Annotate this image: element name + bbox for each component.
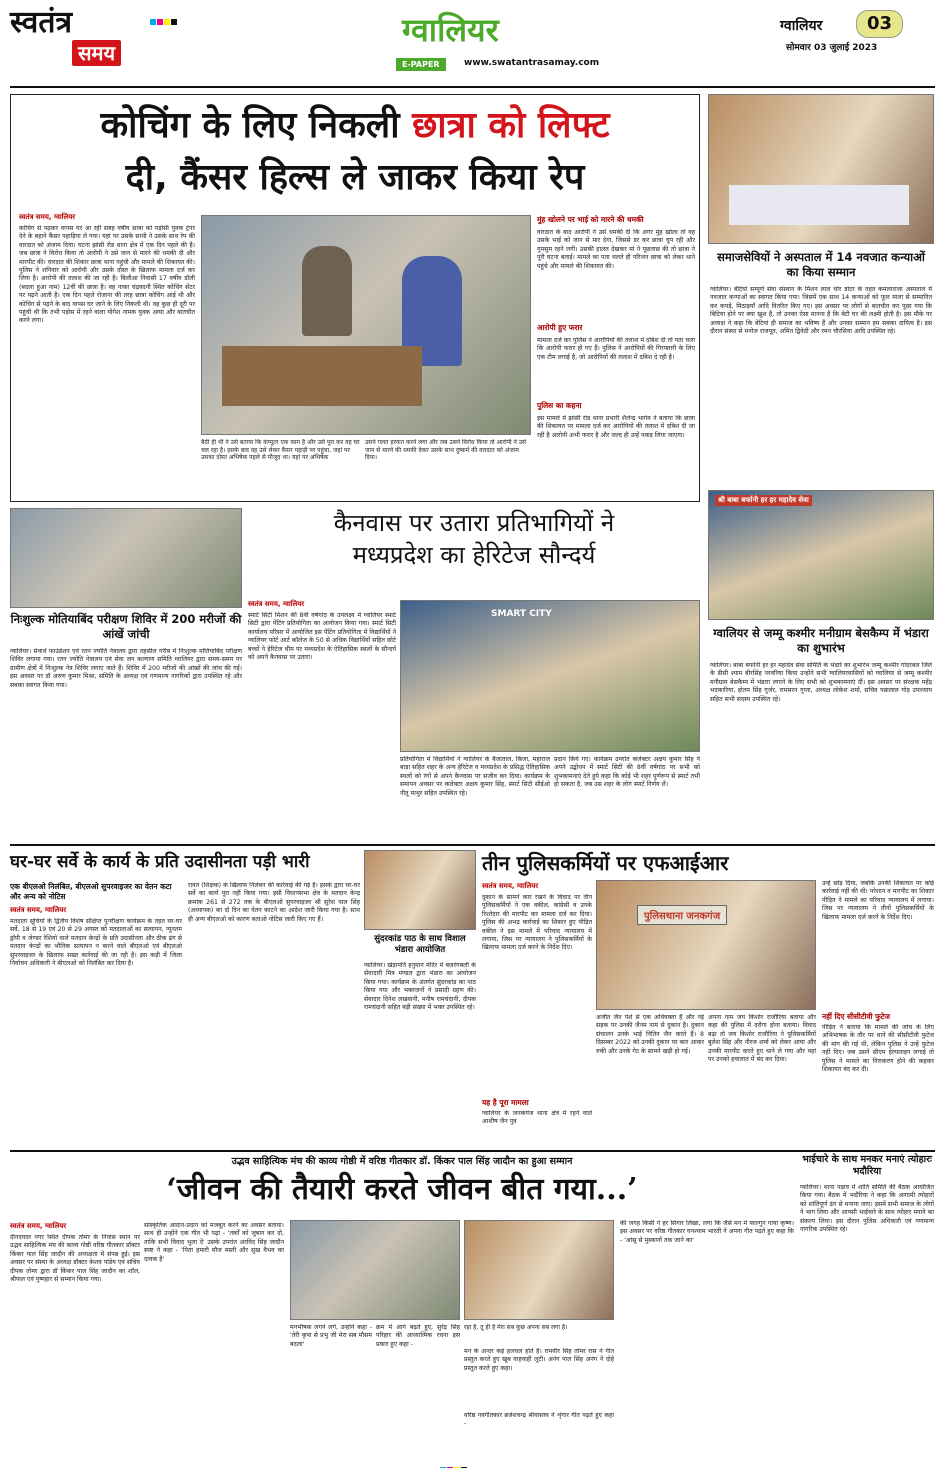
sundarkand-story (364, 850, 476, 1146)
lead-headline-pre: कोचिंग के लिए निकली (100, 105, 413, 146)
festival-headline: भाईचारे के साथ मनकर मनाएं त्योहारः भदौरिया (802, 1154, 932, 1177)
lead-headline-red: छात्रा को लिफ्ट (412, 105, 610, 146)
lead-byline: स्वतंत्र समय, ग्वालियर (19, 213, 76, 221)
city-title: ग्वालियर (402, 11, 499, 49)
police-photo (596, 880, 816, 1010)
police-col2: अजीत जैन पेशे से एक अधिवक्ता हैं और नई सड़क पर उनकी जैनम नाम से दुकान है। दुकान संचालन उनके भाई नितिन जैन करते हैं। 8 दिसम्बर 2022 को उनकी दुकान पर कार आकर रुकी और उनके गेट के सामने खड़ी हो गई। (596, 1014, 704, 1055)
right1-photo (708, 94, 934, 244)
poetry-col1: दीनदयाल नगर स्थित दीपक तोमर के निवास स्थान पर उद्भव साहित्यिक मंच की काव्य गोष्ठी वरिष्ठ गीतकार डॉक्टर किंकर पाल सिंह जादौन की अध्यक्षता में संपन्न हुई। इस अवसर पर संस्था के अध्यक्ष डॉक्टर केशव पांडेय एवं सचिव दीपक तोमर द्वारा डॉ किंकर पाल सिंह जादौन का शॉल, श्रीफल एवं पुष्पहार से सम्मान किया गया। (10, 1234, 140, 1284)
lead-photo-caption-1: बैठी ही थीं ने उसे बताया कि कंप्यूटर एक काम है और उसे पूरा कर वह घर चल रहा है। इसके बाद वह उसे लेकर कैंसर पहाड़ी पर पहुंचा, जहां पर उसका दोस्त अभिषेक पहले से मौजूद था। यहां पर अभिषेक (201, 439, 360, 462)
survey-story (10, 850, 360, 1146)
right1-headline: समाजसेवियों ने अस्पताल में 14 नवजात कन्याओं का किया सम्मान (717, 250, 925, 279)
poetry-photo-1 (290, 1220, 460, 1320)
poetry-photo-caption: रहा है, तू ही है मेरा सब कुछ अपना सब लगा है। (464, 1324, 568, 1331)
lead-side-text1: वारदात के बाद आरोपी ने उसे धमकी दी कि अगर मुंह खोला तो वह उसके भाई को जान से मार देगा, जिससे डर कर छात्रा चुप रही और गुमसुम रहने लगी। उसकी हालत देखकर मां ने पूछताछ की तो छात्रा ने पूरी घटना बताई। मामले का पता चलते ही परिजन छात्रा को लेकर थाने पहुंचे और मामले की शिकायत की। (537, 229, 695, 270)
sundarkand-photo (364, 850, 476, 930)
photo-figure-officer (302, 246, 352, 336)
lead-story (10, 94, 700, 502)
right2-banner: श्री बाबा बर्फानी हर हर महादेव सेवा (715, 495, 812, 506)
lead-photo (201, 215, 531, 435)
poetry-story (10, 1154, 794, 1454)
photo-banner-text: SMART CITY (491, 609, 552, 619)
issue-date: सोमवार 03 जुलाई 2023 (786, 43, 878, 53)
canvas-col1: स्मार्ट सिटी मिशन की 8वीं वर्षगांठ के उपलक्ष्य में ग्वालियर स्मार्ट सिटी द्वारा पेंटिंग प्रतियोगिता का आयोजन किया गया। स्मार्ट सिटी कार्यालय परिसर में आयोजित इस पेंटिंग प्रतियोगिता में विद्यार्थियों ने ग्वालियर फोर्ट आर्ट कॉलेज के 50 से अधिक विद्यार्थियों सहित छोटे बच्चों ने हेरिटेज थीम पर मध्यप्रदेश के ऐतिहासिक स्थलों के सौन्दर्य को अपने कैनवास पर उतारा। (248, 612, 396, 662)
lead-side-text3: इस मामले में झांसी रोड थाना प्रभारी शैलेन्द्र भार्गव ने बताया कि छात्रा की शिकायत पर मामला दर्ज कर आरोपियों की तलाश में दबिश दी जा रही है आरोपी अभी फरार है और जल्द ही उन्हें पकड़ लिया जाएगा। (537, 415, 695, 439)
poetry-col4: मन के अन्दर कई हलचल होते हैं। रामवीर सिंह तोमर रास ने गीत प्रस्तुत करते हुए खूब वाहवाही लूटी। अनंग पाल सिंह अनंग ने दोहे प्रस्तुत करते हुए कहा। (464, 1348, 614, 1372)
poetry-col4b: वरिष्ठ नवगीतकार ब्रजेशचन्द्र श्रीवास्तव ने शृंगार गीत पढ़ते हुए कहा - (464, 1412, 614, 1428)
right2-photo (708, 490, 934, 620)
police-col1: दुकान के सामने कार रखने के विवाद पर तीन पुलिसकर्मियों ने एक वकील, कांग्रेसी व उनके रिश्तेदार की मारपीट कर मामला दर्ज कर दिया। पुलिस की अभद्र कार्रवाई का शिकार हुए पीड़ित वकील ने इस मामले में परिवाद न्यायालय में लगाया, जिस पर न्यायालय ने पुलिसकर्मियों के खिलाफ मामला दर्ज करने के निर्देश दिए। (482, 894, 592, 952)
festival-story (800, 1154, 934, 1454)
police-col3: अपना नाम जय किशोर राजौरिया बताया और कहा की पुलिस में दरोगा होना बताया। विवाद बढ़ा तो जय किशोर राजौरिया ने पुलिसकर्मियों बुलेश सिंह और नीरज शर्मा को लेकर आया और उनकी मारपीट करते हुए थाने ले गया और वहां पर उनको हवालात में बंद कर दिया। (708, 1014, 816, 1064)
poetry-headline: ‘जीवन की तैयारी करते जीवन बीत गया...’ (166, 1172, 638, 1207)
color-bar-top (150, 10, 178, 29)
canvas-col3: प्रदान किये गए। कार्यक्रम उपरांत कलेक्टर अक्षय कुमार सिंह ने अपने उद्बोधन में स्मार्ट सिटी की 8वीं वर्षगांठ पर सभी को शुभकामनाएं देते हुये कहा कि कोई भी शहर पूर्णरूप से स्मार्ट तभी हो सकता है, जब उस शहर के लोग स्मार्ट निर्णय लें। (554, 756, 700, 789)
left-story-2 (10, 508, 242, 838)
website-url[interactable]: www.swatantrasamay.com (464, 58, 600, 68)
police-col4b: पीड़ित ने बताया कि मामले की जांच के लिए अभिभाषक के तौर पर थाने की सीसीटीवी फुटेज की मांग की गई थी, लेकिन पुलिस ने उन्हें फुटेज नहीं दिए। जब उसने सीएम हेल्पलाइन लगाई तो पुलिस ने मामले का निराकरण होने की कहकर शिकायत बंद कर दी। (822, 1024, 934, 1074)
police-story (482, 850, 934, 1146)
canvas-col2: प्रतियोगिता में विद्यार्थियों ने ग्वालियर के बैजाताल, किला, महाराज बाड़ा सहित शहर के अन्य हेरिटेज व मध्यप्रदेश के प्रसिद्ध ऐतिहासिक स्थलों को रंगों से अपने कैनवास पर सजीव कर दिया। कार्यक्रम के समापन अवसर पर कलेक्टर अक्षय कुमार सिंह, स्मार्ट सिटी सीईओ नीतू माथुर सहित उपस्थित रहे। (400, 756, 550, 797)
police-sub-matter: यह है पूरा मामला (482, 1098, 529, 1107)
lead-headline-line2: दी, कैंसर हिल्स ले जाकर किया रेप (125, 157, 585, 198)
canvas-story (248, 508, 700, 838)
right1-text: ग्वालियर। बेटियां सम्पूर्ण सेवा संस्थान के मिशन लाल चोर डोटर के तहत कमलाराजा अस्पताल में नवजात कन्याओं का स्वागत किया गया। जिसमें एक साथ 14 कन्याओं को फूल माला से सम्मानित कर कपड़े, मिठाइयाँ आदि वितरित किए गए। इस अवसर पर लोगों से बातचीत कर पूछा गया कि बिटिया होने पर क्या खुश हैं, तो उनका ऐसा मानना है कि बेटी घर की लक्ष्मी होती है। इस मौके पर अध्यक्ष ने कहा कि बेटियां ही समाज का भविष्य हैं और उनका सम्मान हम सबका दायित्व है। इस दौरान संस्था से मनोज राजपूत, अमित द्विवेदी और रमन चौरसिया आदि उपस्थित रहे। (710, 286, 932, 336)
survey-headline: घर-घर सर्वे के कार्य के प्रति उदासीनता पड़ी भारी (10, 852, 310, 872)
poetry-col3b: क्रम में आगे बढ़ते हुए, सुरेंद्र सिंह परिहार की आध्यात्मिक रचना इस प्रकार हुए कहा - (376, 1324, 460, 1348)
poetry-col5: की जगह किसी ने हर सिंगार लिखा, लगा कि जैसे मन में फाल्गुन गाया कृष्ण। इस अवसर पर वरिष्ठ गीतकार घनश्याम भारती ने अपना गीत पढ़ते हुए कहा कि - 'आंसू से मुस्कानों तक जाने का' (620, 1220, 794, 1244)
lead-side-column (537, 215, 695, 499)
survey-sub: एक बीएलओ निलंबित, बीएलओ सुपरवाइजर का वेतन कटा और अन्य को नोटिस (10, 882, 172, 901)
sundarkand-headline: सुंदरकांड पाठ के साथ विशाल भंडारा आयोजित (374, 934, 466, 955)
right-story-2 (708, 490, 934, 838)
photo-bed (729, 185, 909, 225)
canvas-photo (400, 600, 700, 752)
lead-side-text2: मामला दर्ज कर पुलिस ने आरोपियों की तलाश में दबिश दी तो पता चला कि आरोपी फरार हो गए हैं। पुलिस ने आरोपियों की गिरफ्तारी के लिए एक टीम लगाई है, जो आरोपियों की तलाश में दबिश दे रही है। (537, 337, 695, 361)
poetry-col3: मनभीषक लगने लगे, उन्होंने कहा - 'तेरी कृपा से प्रभु जी मेरा सब मौसम बदला' (290, 1324, 372, 1348)
canvas-byline: स्वतंत्र समय, ग्वालियर (248, 600, 305, 608)
left2-text: ग्वालियर। सेवार्थ फाउंडेशन एवं रतन ज्योति नेत्रालय द्वारा तहसील गरीब में निःशुल्क मोतियाबिंद परीक्षण शिविर लगाया गया। रतन ज्योति नेत्रालय एवं सेवा जन कल्याण समिति ग्वालियर द्वारा समय-समय पर ग्रामीण क्षेत्रों में निःशुल्क नेत्र शिविर लगाए जाते हैं। शिविर में 200 मरीजों की आंखों की जांच की गई। इस अवसर पर डॉ अरुण कुमार मिश्रा, समिति के अध्यक्ष एवं गणमान्य नागरिकों द्वारा उपस्थित रहे और सबका स्वागत किया गया। (10, 648, 242, 689)
divider-mid (10, 844, 935, 846)
masthead (0, 0, 945, 90)
sundarkand-text: ग्वालियर। खेड़ापति हनुमान मंदिर में बजरंगबली के सेवादारी मित्र मण्डल द्वारा भंडारा का आयोजन किया गया। कार्यक्रम के अंतर्गत सुंदरकांड का पाठ किया गया और भक्तजनों ने प्रसादी ग्रहण की। सेवादार दिनेश लखवानी, मनीष रामचंदानी, दीपक रामचंदानी सहित बड़ी संख्या में भक्त उपस्थित रहे। (364, 962, 476, 1012)
police-col1b: ग्वालियर के जनकगंज थाना क्षेत्र में रहने वाले आशीष जैन पुत्र (482, 1110, 592, 1126)
logo-line2: समय (72, 40, 121, 66)
police-headline: तीन पुलिसकर्मियों पर एफआईआर (482, 851, 729, 875)
page-city: ग्वालियर (780, 18, 823, 34)
divider-lower (10, 1150, 935, 1152)
police-sub-cctv: नहीं दिए सीसीटीवी फुटेज (822, 1012, 890, 1021)
lead-sub-police-says: पुलिस का कहना (537, 401, 582, 410)
canvas-headline-l2: मध्यप्रदेश का हेरिटेज सौन्दर्य (352, 541, 596, 569)
poetry-byline: स्वतंत्र समय, ग्वालियर (10, 1222, 67, 1230)
police-byline: स्वतंत्र समय, ग्वालियर (482, 882, 539, 890)
right2-headline: ग्वालियर से जम्मू कश्मीर मनीग्राम बेसकैम्प में भंडारा का शुभारंभ (713, 626, 929, 655)
lead-col1: कोचिंग से पढ़कर वापस घर आ रही सत्रह वर्षीय छात्रा को पड़ोसी युवक ट्रेनर देने के बहाने कैंसर पहाड़िया ले गया। यहां पर उसके साथी ने उसके साथ रेप की वारदात को अंजाम दिया। घटना झांसी रोड थाना क्षेत्र में एक दिन पहले की है। जब छात्रा ने विरोध किया तो आरोपी ने उसे जान से मारने की धमकी दी और मारपीट की। वारदात की शिकार छात्रा थाना पहुंची और मामले की शिकायत की। पुलिस ने शनिवार को आरोपी और उसके दोस्त के खिलाफ मामला दर्ज कर लिया है। आरोपी की तलाश की जा रही है। बिलौआ निवासी 17 वर्षीय डॉली (बदला हुआ नाम) 12वीं की छात्रा है। वह नाका चंद्रवदनी स्थित कोचिंग सेंटर पर पढ़ने आती है। एक दिन पहले रोजाना की तरह छात्रा कोचिंग आई थी और कोचिंग से पढ़ने के बाद वापस घर जाने के लिए निकली थी। वह कुछ ही दूरी पर पहुंची थी कि तभी पड़ोस में रहने वाला योगेश नामक युवक आया और बातचीत करने लगा। (19, 225, 195, 325)
police-col4: उन्हें छोड़ दिया, जबकि उनकी शिकायत पर कोई कार्रवाई नहीं की थी। परेशान व मारपीट का शिकार पीड़ित ने मामले का परिवाद न्यायालय में लगाया। जिस पर न्यायालय ने तीनों पुलिसकर्मियों के खिलाफ मामला दर्ज करने के निर्देश दिए। (822, 880, 934, 921)
page-number: 03 (856, 10, 903, 38)
masthead-divider (10, 86, 935, 88)
lead-sub-absconding: आरोपी हुए फरार (537, 323, 583, 332)
logo-line1: स्वतंत्र (10, 5, 73, 40)
poetry-photo-2 (464, 1220, 614, 1320)
right-story-1 (708, 94, 934, 484)
survey-byline: स्वतंत्र समय, ग्वालियर (10, 906, 67, 914)
photo-desk (222, 346, 422, 406)
canvas-headline-l1: कैनवास पर उतारा प्रतिभागियों ने (333, 509, 615, 537)
lead-photo-caption-2: उसने गलत हरकत करने लगा और जब उसने विरोध किया तो आरोपी ने उसे जान से मारने की धमकी देकर उसके साथ दुष्कर्म की वारदात को अंजाम दिया। (365, 439, 527, 462)
right2-text: ग्वालियर। बाबा बर्फानी हर हर महादेव सेवा समिति के भंडारे का शुभारंभ जम्मू कश्मीर गांदरबल जिले के डीसी श्याम बीरसिंह नरवरिया किया उन्होंने सभी ग्वालियरवासियों को ग्वालियर से जम्मू कश्मीर मनीग्राम बेसकैम्प में भंडारा लगाने के लिए सभी को शुभकामनाएं दीं। इस अवसर पर संरक्षक महेंद्र भदकारिया, होतम सिंह गुर्जर, रामसरन गुप्ता, अध्यक्ष लोकेश शर्मा, सचिव पन्नालाल गोड़ उपाध्याय सहित सभी सदस्य उपस्थित रहे। (710, 662, 932, 703)
police-sign: पुलिसथाना जनकगंज (637, 905, 727, 925)
lead-sub-threat: मुंह खोलने पर भाई को मारने की धमकी (537, 215, 644, 224)
epaper-label: E-PAPER (396, 58, 446, 71)
poetry-kicker: उद्भव साहित्यिक मंच की काव्य गोष्ठी में वरिष्ठ गीतकार डॉ. किंकर पाल सिंह जादौन का हुआ सम्मान (231, 1156, 573, 1167)
festival-text: ग्वालियर। थाना पड़ाव में शांति समिति की बैठक आयोजित किया गया। बैठक में भदौरिया ने कहा कि आगामी त्योहारों को शांतिपूर्ण ढंग से मनाया जाए। इसमें सभी समाज के लोगों ने भाग लिया और आपसी भाईचारे के साथ त्योहार मनाने का संकल्प लिया। इस दौरान पुलिस अधिकारी एवं गणमान्य नागरिक उपस्थित रहे। (800, 1184, 934, 1234)
color-bar-bottom (440, 1458, 468, 1468)
survey-col2: रावत (शिक्षक) के खिलाफ निलंबन की कार्रवाई की गई है। इसके द्वारा घर-घर सर्वे का कार्य पूरा नहीं किया गया। इसी विधानसभा क्षेत्र के मतदान केन्द्र क्रमांक 261 से 272 तक के बीएलओ सुपरवाइजर श्री सुरेश पाल सिंह (अध्यापक) का दो दिन का वेतन काटने का आदेश जारी किया गया है। साथ ही अन्य बीएलओ को कारण बताओ नोटिस जारी किए गए हैं। (188, 882, 360, 923)
left2-photo (10, 508, 242, 608)
poetry-col2: सांस्कृतिक आदान-प्रदान को मजबूत करने का अवसर बताया। साथ ही उन्होंने एक गीत भी पढ़ा - 'तर्कों को जुबान कर दो, ताकि सभी विवाद भुला दें' उसके उपरांत अरविंद सिंह जादौन स्पष्ट ने कहा - 'पिता हमारी मौज मस्ती और सुख वैभव का दायक है' (144, 1222, 284, 1263)
survey-col1: मतदाता सूचियों के द्वितीय विशेष संक्षिप्त पुनरीक्षण कार्यक्रम के तहत घर-घर सर्वे, 18 से 19 एवं 20 से 29 अगस्त को मतदाताओं का सत्यापन, न्यूनतम ड्रॉपी व जेण्डर रेशियो वाले मतदान केन्द्रों के प्रति उदासीनता और ठीक ढंग से मतदान केन्द्रों का भौतिक सत्यापन न करने वाले बीएलओ एवं बीएलओ सुपरवाइजर के खिलाफ सख्त कार्रवाई की जा रही है। इस कड़ी में जिला निर्वाचन अधिकारी ने बीएलओ को निलंबित कर दिया है। (10, 918, 182, 968)
logo (10, 6, 160, 74)
lead-headline (17, 103, 693, 149)
left2-headline: निःशुल्क मोतियाबिंद परीक्षण शिविर में 200 मरीजों की आंखें जांची (10, 612, 242, 641)
